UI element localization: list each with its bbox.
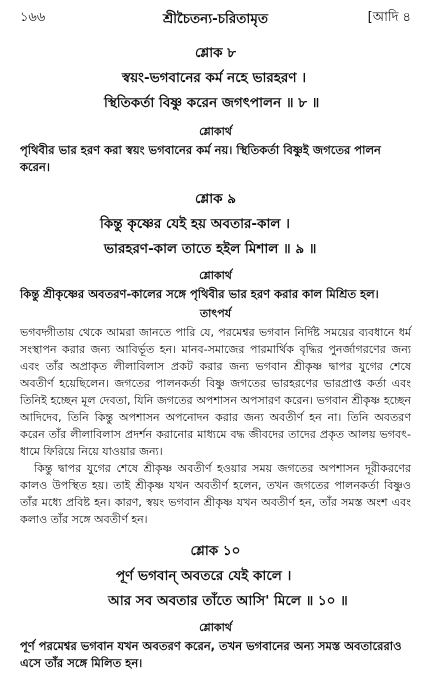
verse-9-block [20,188,411,528]
page-number: ১৬৬ [20,10,46,25]
verse-line: আর সব অবতার তাঁতে আসি' মিলে ॥ ১০ ॥ [108,593,348,609]
translation-heading: শ্লোকার্থ [199,621,232,634]
section-label: [আদি ৪ [367,10,411,25]
book-title: শ্রীচৈতন্য-চরিতামৃত [163,11,268,27]
verse-line: স্বয়ং-ভগবানের কর্ম নহে ভারহরণ । [122,70,307,86]
verse-heading: শ্লোক ১০ [190,543,241,559]
purport-heading: তাৎপর্য [199,307,232,320]
verse-heading: শ্লোক ৯ [194,191,237,207]
page-header [20,8,411,30]
verse-line: কিন্তু কৃষ্ণের যেই হয় অবতার-কাল । [100,216,290,232]
verse-line: ভারহরণ-কাল তাতে হইল মিশাল ॥ ৯ ॥ [104,241,317,257]
translation-text: পৃথিবীর ভার হরণ করা স্বয়ং ভগবানের কর্ম নয়। স্থিতিকর্তা বিষ্ণুই জগতের পালন করেন। [20,143,381,174]
purport-paragraph: কিন্তু দ্বাপর যুগের শেষে শ্রীকৃষ্ণ অবতীর্ণ হওয়ার সময় জগতের অপশাসন দূরীকরণের কালও উপস্থিত হয়। তাই শ্রীকৃষ্ণ যখন অবতীর্ণ হলেন, তখন জগতের পালনকর্তা বিষ্ণুও তাঁর মধ্যে প্রবিষ্ট হন। কারণ, স্বয়ং ভগবান শ্রীকৃষ্ণ যখন অবতীর্ণ হন, তাঁর সমস্ত অংশ এবং কলাও তাঁর সঙ্গে অবতীর্ণ হন। [20,462,411,526]
purport-paragraph: ভগবদ্গীতায় থেকে আমরা জানতে পারি যে, পরমেশ্বর ভগবান নির্দিষ্ট সময়ের ব্যবধানে ধর্ম সংস্থাপন করার জন্য আবির্ভূত হন। মানব-সমাজের পারমার্থিক বৃদ্ধির পুনর্জাগরণের জন্য এবং তাঁর অপ্রাকৃত লীলাবিলাস প্রকট করার জন্য ভগবান শ্রীকৃষ্ণ দ্বাপর যুগের শেষে অবতীর্ণ হয়েছিলেন। জগতের পালনকর্তা বিষ্ণু জগতের ভারহরণের ভারপ্রাপ্ত কর্তা এবং তিনিই হচ্ছেন মূল দেবতা, যিনি জগতের অপশাসন অপসারণ করেন। ভগবান শ্রীকৃষ্ণ হচ্ছেন আদিদেব, তিনি কিন্তু অপশাসন অপনোদন করার জন্য অবতীর্ণ হন না। তিনি অবতরণ করেন তাঁর লীলাবিলাস প্রদর্শন করানোর মাধ্যমে বদ্ধ জীবদের তাদের প্রকৃত আলয় ভগবৎ-ধামে ফিরিয়ে নিয়ে যাওয়ার জন্য। [20,326,411,458]
translation-text: কিন্তু শ্রীকৃষ্ণের অবতরণ-কালের সঙ্গে পৃথিবীর ভার হরণ করার কাল মিশ্রিত হল। [20,287,379,301]
page-body [20,40,411,672]
translation-heading: শ্লোকার্থ [199,125,232,138]
verse-8-block [20,42,411,176]
translation-text: পূর্ণ পরমেশ্বর ভগবান যখন অবতরণ করেন, তখন ভগবানের অন্য সমস্ত অবতারেরাও এসে তাঁর সঙ্গে মিলিত হন। [20,639,402,670]
verse-10-block [20,540,411,672]
translation-heading: শ্লোকার্থ [199,269,232,282]
verse-line: পূর্ণ ভগবান্ অবতরে যেই কালে । [116,568,292,584]
verse-line: স্থিতিকর্তা বিষ্ণু করেন জগৎপালন ॥ ৮ ॥ [104,95,320,111]
verse-heading: শ্লোক ৮ [194,45,237,61]
